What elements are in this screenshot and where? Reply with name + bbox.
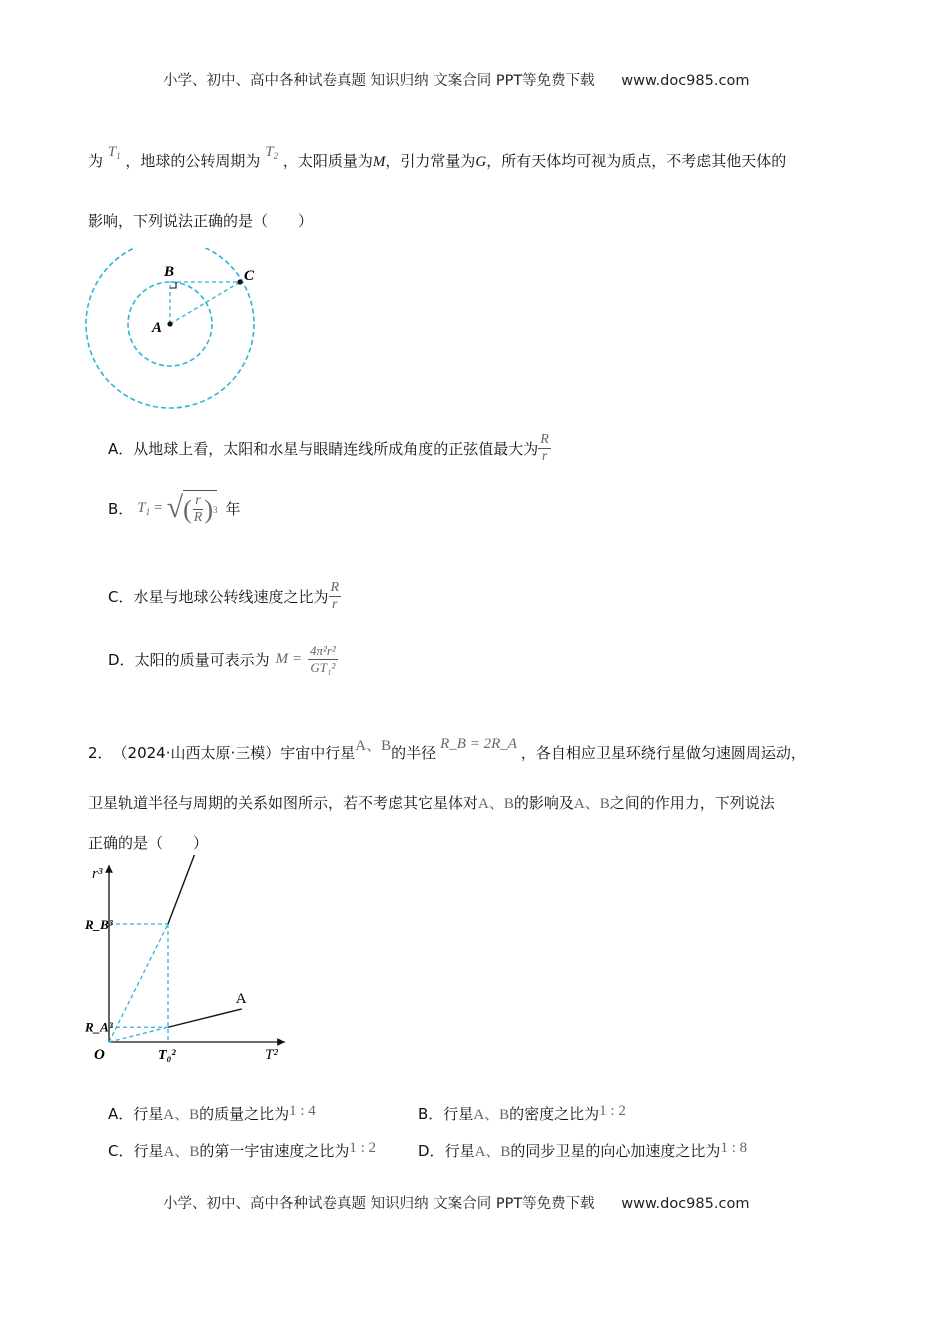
- point-C: [237, 279, 242, 284]
- x-tick-T0: T₀²: [158, 1048, 176, 1063]
- symbol-T2: $T_2$: [265, 144, 279, 161]
- point-A: [167, 321, 172, 326]
- x-axis-label: T²: [265, 1047, 278, 1063]
- symbol-T1: $T_1$: [137, 499, 151, 517]
- q2-stem-line2: 卫星轨道半径与周期的关系如图所示，若不考虑其它星体对A、B的影响及A、B之间的作用力，下列说法: [88, 794, 775, 812]
- y-tick-RA: R_A³: [85, 1019, 113, 1035]
- q2-option-d[interactable]: D．行星A、B的同步卫星的向心加速度之比为1 : 8: [418, 1140, 748, 1160]
- q1-option-d[interactable]: D． 太阳的质量可表示为 M = $\frac{\text{4π²r²}}{\text{GT₁²}}$: [108, 643, 336, 675]
- fraction-R-over-r: $\frac{R}{r}$: [540, 432, 549, 464]
- series-A-dashed-segment: [109, 1027, 168, 1042]
- line-AC: [170, 282, 240, 324]
- series-B-dashed-segment: [109, 924, 168, 1042]
- label-B: B: [164, 264, 175, 280]
- header-text: 小学、初中、高中各种试卷真题 知识归纳 文案合同 PPT等免费下载: [163, 73, 595, 89]
- y-axis-label: r³: [92, 866, 103, 882]
- symbol-T1: $T_1$: [107, 144, 121, 161]
- q1-stem-line1: 为 $T_1$ ，地球的公转周期为 $T_2$ ，太阳质量为M，引力常量为G，所有天体均可视为质点，不考虑其他天体的: [88, 144, 787, 170]
- q1-option-a[interactable]: A． 从地球上看，太阳和水星与眼睛连线所成角度的正弦值最大为 $\frac{R}{r}$: [108, 432, 549, 464]
- sqrt-sign: √: [166, 491, 184, 524]
- series-A-line: [168, 1009, 242, 1027]
- q1-option-b[interactable]: B． $T_1$ = √ ( $\frac{r}{R}$ ) 3 年: [108, 491, 241, 525]
- y-tick-RB: R_B³: [85, 917, 113, 932]
- footer-site-link[interactable]: www.doc985.com: [621, 1196, 750, 1212]
- mass-formula-fraction: $\frac{\text{4π²r²}}{\text{GT₁²}}$: [309, 643, 336, 675]
- page-header: [163, 69, 749, 90]
- q2-option-c[interactable]: C．行星A、B的第一宇宙速度之比为1 : 2: [108, 1140, 377, 1160]
- label-C: C: [244, 268, 255, 284]
- q2-option-b[interactable]: B．行星A、B的密度之比为1 : 2: [418, 1103, 626, 1123]
- footer-text: 小学、初中、高中各种试卷真题 知识归纳 文案合同 PPT等免费下载: [163, 1196, 595, 1212]
- q1-orbit-figure: [80, 248, 270, 418]
- q1-option-c[interactable]: C． 水星与地球公转线速度之比为 $\frac{R}{r}$: [108, 580, 340, 612]
- q2-stem-line1: 2． （2024·山西太原·三模）宇宙中行星 A、B 的半径 R_B = 2R_A ，各自相应卫星环绕行星做匀速圆周运动，: [88, 736, 806, 762]
- q2-r3-vs-T2-chart: [80, 855, 300, 1065]
- series-A-label: A: [235, 990, 247, 1007]
- sqrt-body: ( $\frac{r}{R}$ ) 3: [183, 490, 217, 526]
- series-B-line: [168, 855, 200, 924]
- label-A: A: [152, 320, 163, 336]
- origin-label: O: [94, 1047, 105, 1063]
- page-footer: [163, 1192, 749, 1213]
- fraction-R-over-r: $\frac{R}{r}$: [330, 580, 340, 612]
- q2-option-a[interactable]: A．行星A、B的质量之比为1 : 4: [108, 1103, 316, 1123]
- q2-stem-line3: 正确的是（ ）: [88, 834, 209, 852]
- header-site-link[interactable]: www.doc985.com: [621, 73, 750, 89]
- q1-stem-line2: 影响，下列说法正确的是（ ）: [88, 212, 314, 230]
